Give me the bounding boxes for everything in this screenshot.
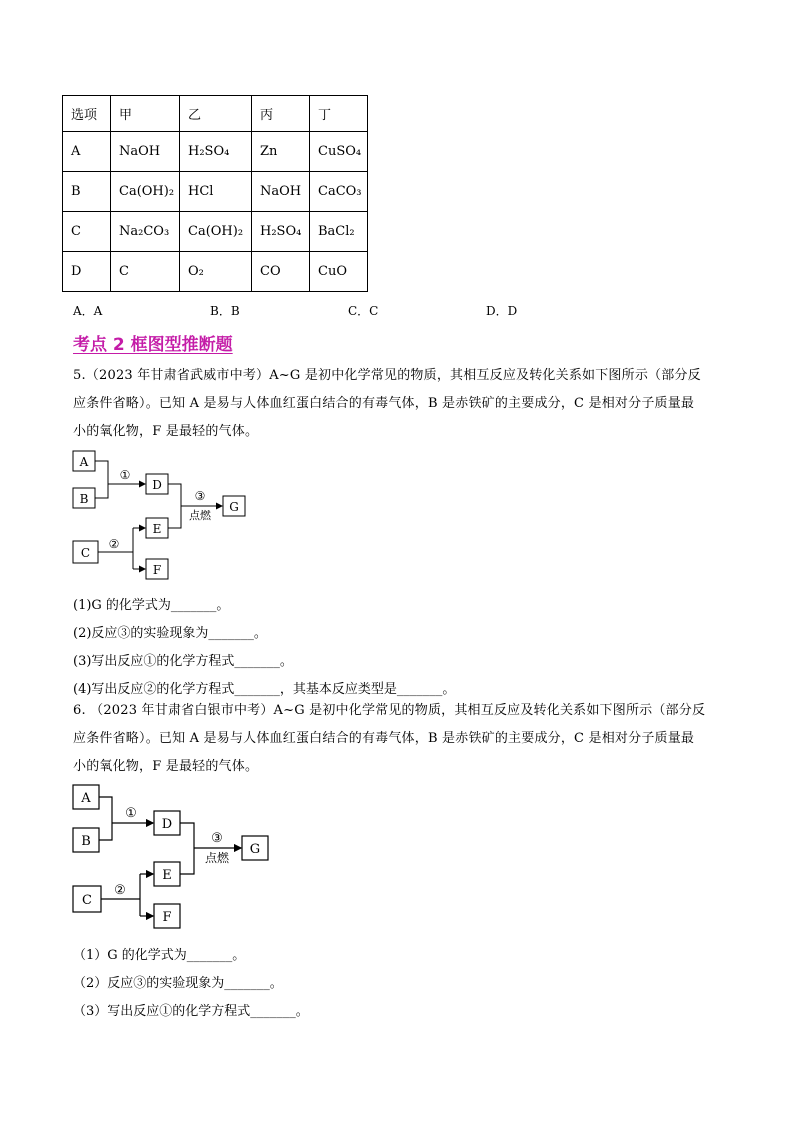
q5-stem-line: 5.（2023 年甘肃省武威市中考）A~G 是初中化学常见的物质，其相互反应及转化关系如下图所示（部分反 — [73, 368, 701, 383]
choice-c: C．C — [348, 304, 379, 318]
q5-flow-diagram — [68, 446, 258, 584]
q6-flow-diagram — [68, 780, 278, 935]
q5-stem-line: 小的氧化物，F 是最轻的气体。 — [73, 424, 259, 439]
table-row — [63, 252, 368, 292]
table-cell: Ca(OH)₂ — [180, 212, 252, 252]
table-row — [63, 172, 368, 212]
node-g: G — [249, 842, 261, 857]
table-cell: H₂SO₄ — [180, 132, 252, 172]
label-reaction-3: ③ — [211, 831, 223, 846]
node-f: F — [162, 910, 172, 925]
q5-stem-line: 应条件省略）。已知 A 是易与人体血红蛋白结合的有毒气体，B 是赤铁矿的主要成分，C 是相对分子质量最 — [73, 396, 695, 411]
table-cell: NaOH — [252, 172, 310, 212]
q5-stem — [73, 362, 733, 446]
table-row — [63, 212, 368, 252]
node-e: E — [152, 522, 162, 536]
label-reaction-1: ① — [125, 806, 137, 821]
table-cell: O₂ — [180, 252, 252, 292]
q6-sub2: （2）反应③的实验现象为_______。 — [73, 976, 283, 991]
table-cell: CuSO₄ — [310, 132, 368, 172]
table-cell: CuO — [310, 252, 368, 292]
options-table — [62, 95, 368, 292]
table-cell: C — [63, 212, 111, 252]
label-ignite: 点燃 — [189, 509, 211, 522]
node-c: C — [80, 546, 91, 560]
node-c: C — [82, 893, 92, 908]
q6-stem — [73, 697, 733, 781]
q6-stem-line: 小的氧化物，F 是最轻的气体。 — [73, 759, 259, 774]
table-cell: Zn — [252, 132, 310, 172]
table-header-cell: 乙 — [180, 96, 252, 132]
label-reaction-3: ③ — [194, 489, 206, 503]
node-b: B — [81, 834, 91, 849]
node-d: D — [152, 478, 162, 492]
table-cell: HCl — [180, 172, 252, 212]
table-cell: A — [63, 132, 111, 172]
table-cell: B — [63, 172, 111, 212]
q5-sub4: (4)写出反应②的化学方程式_______，其基本反应类型是_______。 — [73, 682, 456, 697]
table-header-cell: 选项 — [63, 96, 111, 132]
table-cell: CaCO₃ — [310, 172, 368, 212]
choice-a: A．A — [73, 304, 103, 318]
q5-sub1: (1)G 的化学式为_______。 — [73, 598, 230, 613]
table-cell: H₂SO₄ — [252, 212, 310, 252]
node-a: A — [79, 455, 89, 469]
q5-sub2: (2)反应③的实验现象为_______。 — [73, 626, 267, 641]
label-ignite: 点燃 — [204, 851, 230, 865]
table-cell: CO — [252, 252, 310, 292]
table-cell: NaOH — [111, 132, 180, 172]
table-header-cell: 甲 — [111, 96, 180, 132]
table-header-row — [63, 96, 368, 132]
label-reaction-1: ① — [119, 468, 131, 482]
node-b: B — [79, 492, 89, 506]
table-header-cell: 丁 — [310, 96, 368, 132]
node-e: E — [162, 868, 172, 883]
q6-sub1: （1）G 的化学式为_______。 — [73, 948, 246, 963]
table-cell: Ca(OH)₂ — [111, 172, 180, 212]
label-reaction-2: ② — [108, 537, 120, 551]
table-cell: C — [111, 252, 180, 292]
table-row — [63, 132, 368, 172]
q6-sub3: （3）写出反应①的化学方程式_______。 — [73, 1004, 309, 1019]
choice-b: B．B — [210, 304, 240, 318]
q6-stem-line: 6. （2023 年甘肃省白银市中考）A~G 是初中化学常见的物质，其相互反应及转化关系如下图所示（部分反 — [73, 703, 706, 718]
q5-sub3: (3)写出反应①的化学方程式_______。 — [73, 654, 293, 669]
table-header-cell: 丙 — [252, 96, 310, 132]
node-a: A — [81, 791, 91, 806]
node-g: G — [229, 500, 239, 514]
label-reaction-2: ② — [114, 883, 126, 898]
table-cell: Na₂CO₃ — [111, 212, 180, 252]
node-d: D — [161, 817, 173, 832]
section-title: 考点 2 框图型推断题 — [73, 335, 233, 355]
table-cell: BaCl₂ — [310, 212, 368, 252]
node-f: F — [152, 563, 162, 577]
table-cell: D — [63, 252, 111, 292]
q6-stem-line: 应条件省略）。已知 A 是易与人体血红蛋白结合的有毒气体，B 是赤铁矿的主要成分，C 是相对分子质量最 — [73, 731, 695, 746]
choice-d: D．D — [486, 304, 518, 318]
